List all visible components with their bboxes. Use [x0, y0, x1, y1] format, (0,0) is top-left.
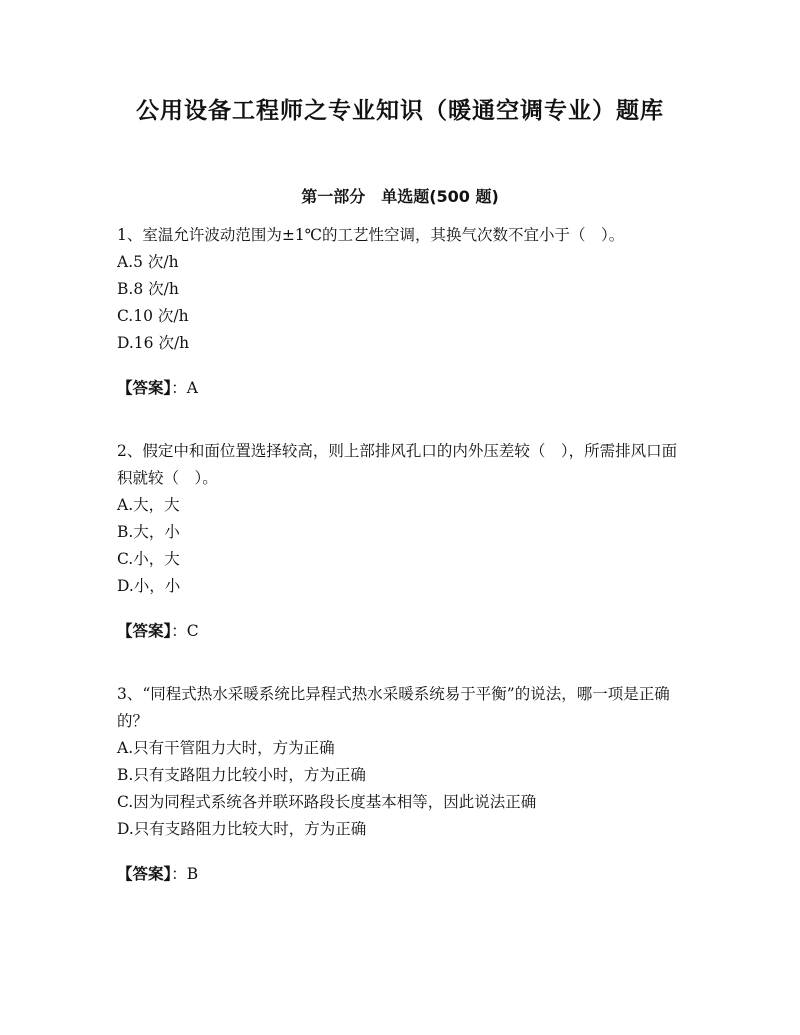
answer-label: 【答案】 — [117, 379, 172, 397]
question-item — [117, 681, 687, 888]
answer-line — [117, 375, 687, 402]
document-title: 公用设备工程师之专业知识（暖通空调专业）题库 — [136, 98, 664, 124]
option-c: C.小，大 — [117, 550, 180, 568]
answer-separator: ： — [171, 622, 187, 640]
option-a: A.只有干管阻力大时，方为正确 — [117, 739, 335, 757]
section-heading: 第一部分 单选题(500 题) — [301, 187, 499, 206]
question-text: 2、假定中和面位置选择较高，则上部排风孔口的内外压差较（ ），所需排风口面积就较（ ）。 — [117, 442, 678, 487]
question-text: 3、“同程式热水采暖系统比异程式热水采暖系统易于平衡”的说法，哪一项是正确的？ — [117, 685, 670, 730]
answer-label: 【答案】 — [117, 622, 172, 640]
option-b: B.只有支路阻力比较小时，方为正确 — [117, 766, 366, 784]
option-a: A.5 次/h — [117, 253, 179, 271]
question-list — [117, 222, 687, 924]
answer-separator: ： — [171, 865, 187, 883]
answer-value: B — [186, 865, 199, 883]
answer-label: 【答案】 — [117, 865, 172, 883]
answer-line — [117, 861, 687, 888]
answer-line — [117, 618, 687, 645]
question-text: 1、室温允许波动范围为±1℃的工艺性空调，其换气次数不宜小于（ ）。 — [117, 226, 625, 244]
option-b: B.8 次/h — [117, 280, 179, 298]
option-d: D.只有支路阻力比较大时，方为正确 — [117, 820, 367, 838]
answer-separator: ： — [171, 379, 187, 397]
option-a: A.大，大 — [117, 496, 180, 514]
option-d: D.小，小 — [117, 577, 181, 595]
option-c: C.10 次/h — [117, 307, 189, 325]
option-d: D.16 次/h — [117, 334, 190, 352]
answer-value: A — [186, 379, 198, 397]
question-item — [117, 438, 687, 645]
option-b: B.大，小 — [117, 523, 180, 541]
question-item — [117, 222, 687, 402]
answer-value: C — [186, 622, 199, 640]
option-c: C.因为同程式系统各并联环路段长度基本相等，因此说法正确 — [117, 793, 537, 811]
